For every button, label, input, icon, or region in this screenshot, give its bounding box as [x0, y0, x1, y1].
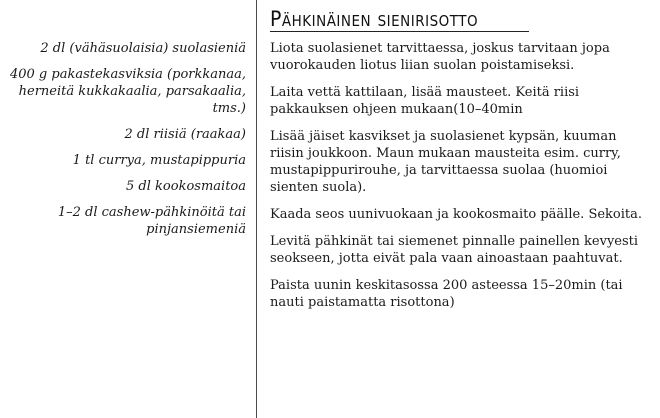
ingredient-item: 2 dl (vähäsuolaisia) suolasieniä	[40, 41, 246, 56]
instruction-step: Lisää jäiset kasvikset ja suolasienet kypsän, kuuman riisin joukkoon. Maun mukaan mausteita esim. curry, mustapippurirouhe, ja tarvittaessa suolaa (huomioi sienten suola).	[270, 129, 621, 195]
column-divider	[256, 0, 257, 418]
ingredient-item: 5 dl kookosmaitoa	[126, 179, 246, 194]
instruction-step: Levitä pähkinät tai siemenet pinnalle painellen kevyesti seokseen, jotta eivät pala vaan ainoastaan paahtuvat.	[270, 234, 639, 266]
ingredient-item: 2 dl riisiä (raakaa)	[124, 127, 246, 142]
instruction-step: Paista uunin keskitasossa 200 asteessa 15–20min (tai nauti paistamatta risottona)	[270, 278, 623, 310]
ingredient-item: 1 tl currya, mustapippuria	[72, 153, 246, 168]
instruction-step: Kaada seos uunivuokaan ja kookosmaito päälle. Sekoita.	[270, 207, 643, 222]
recipe-title: Pähkinäinen sienirisotto	[270, 7, 479, 31]
ingredient-list	[0, 40, 246, 247]
instruction-step: Liota suolasienet tarvittaessa, joskus tarvitaan jopa vuorokauden liotus liian suolan poistamiseksi.	[270, 41, 610, 73]
instruction-list	[270, 40, 654, 321]
instruction-step: Laita vettä kattilaan, lisää mausteet. Keitä riisi pakkauksen ohjeen mukaan(10–40min	[270, 85, 580, 117]
title-underline	[270, 31, 529, 32]
ingredient-item: 1–2 dl cashew-pähkinöitä tai pinjansiemeniä	[57, 205, 246, 237]
ingredient-item: 400 g pakastekasviksia (porkkanaa, herneitä kukkakaalia, parsakaalia, tms.)	[9, 67, 246, 116]
